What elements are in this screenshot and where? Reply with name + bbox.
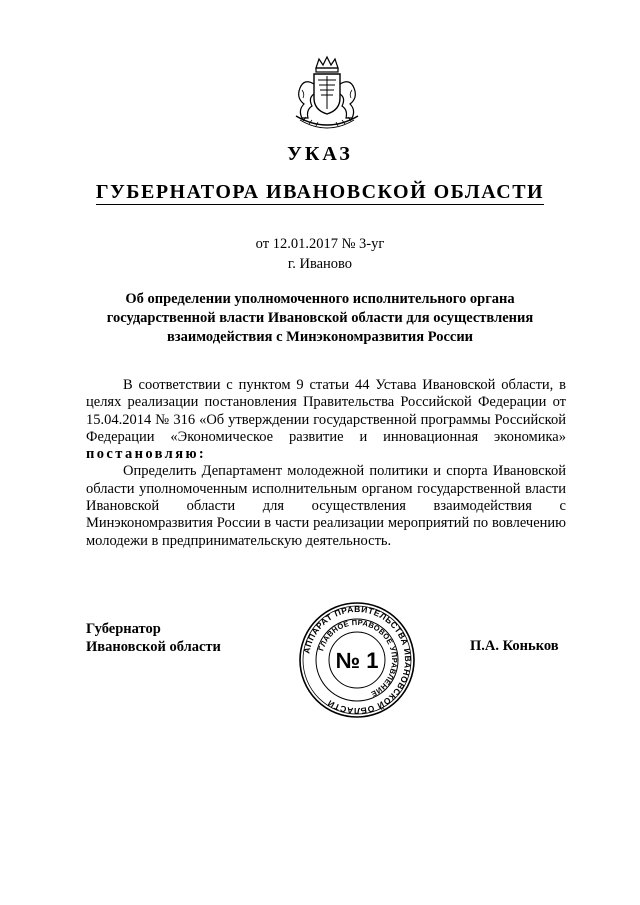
issuer-title-text: ГУБЕРНАТОРА ИВАНОВСКОЙ ОБЛАСТИ [95, 181, 545, 203]
stamp-number: № 1 [335, 648, 379, 673]
preamble-text: В соответствии с пунктом 9 статьи 44 Устава Ивановской области, в целях реализации постановления Правительства Российской Федерации от 15.04.2014 № 316 «Об утверждении государственной программы Российской Федерации «Экономическое развитие и инновационная экономика» [86, 377, 566, 445]
body-paragraph-2: Определить Департамент молодежной политики и спорта Ивановской области уполномоченным исполнительным органом государственной власти Ивановской области для осуществления взаимодействия с Минэкономразвития России в части реализации мероприятий по вовлечению молодежи в предпринимательскую деятельность. [86, 463, 566, 549]
city: г. Иваново [287, 256, 353, 272]
stamp-inner-text: ГЛАВНОЕ ПРАВОВОЕ УПРАВЛЕНИЕ [316, 617, 400, 699]
date-and-number: от 12.01.2017 № 3-уг [255, 236, 385, 252]
signatory-name: П.А. Коньков [470, 638, 559, 654]
official-stamp [298, 601, 416, 719]
subject-line-2: государственной власти Ивановской области для осуществления [106, 310, 534, 326]
coat-of-arms-icon [286, 54, 368, 132]
body-paragraph-1 [86, 377, 566, 463]
position-line-1: Губернатор [86, 621, 161, 637]
decree-body [86, 377, 566, 550]
subject-line-1: Об определении уполномоченного исполнительного органа [125, 291, 515, 307]
issuer-title [0, 181, 640, 204]
subject-line-3: взаимодействия с Минэкономразвития России [166, 329, 474, 345]
decree-keyword: постановляю: [86, 446, 207, 463]
stamp-outer-text: АППАРАТ ПРАВИТЕЛЬСТВА ИВАНОВСКОЙ ОБЛАСТИ [301, 603, 414, 717]
signatory-position [86, 620, 221, 656]
decree-subject [90, 290, 550, 347]
position-line-2: Ивановской области [86, 639, 221, 655]
document-type: УКАЗ [287, 143, 353, 165]
